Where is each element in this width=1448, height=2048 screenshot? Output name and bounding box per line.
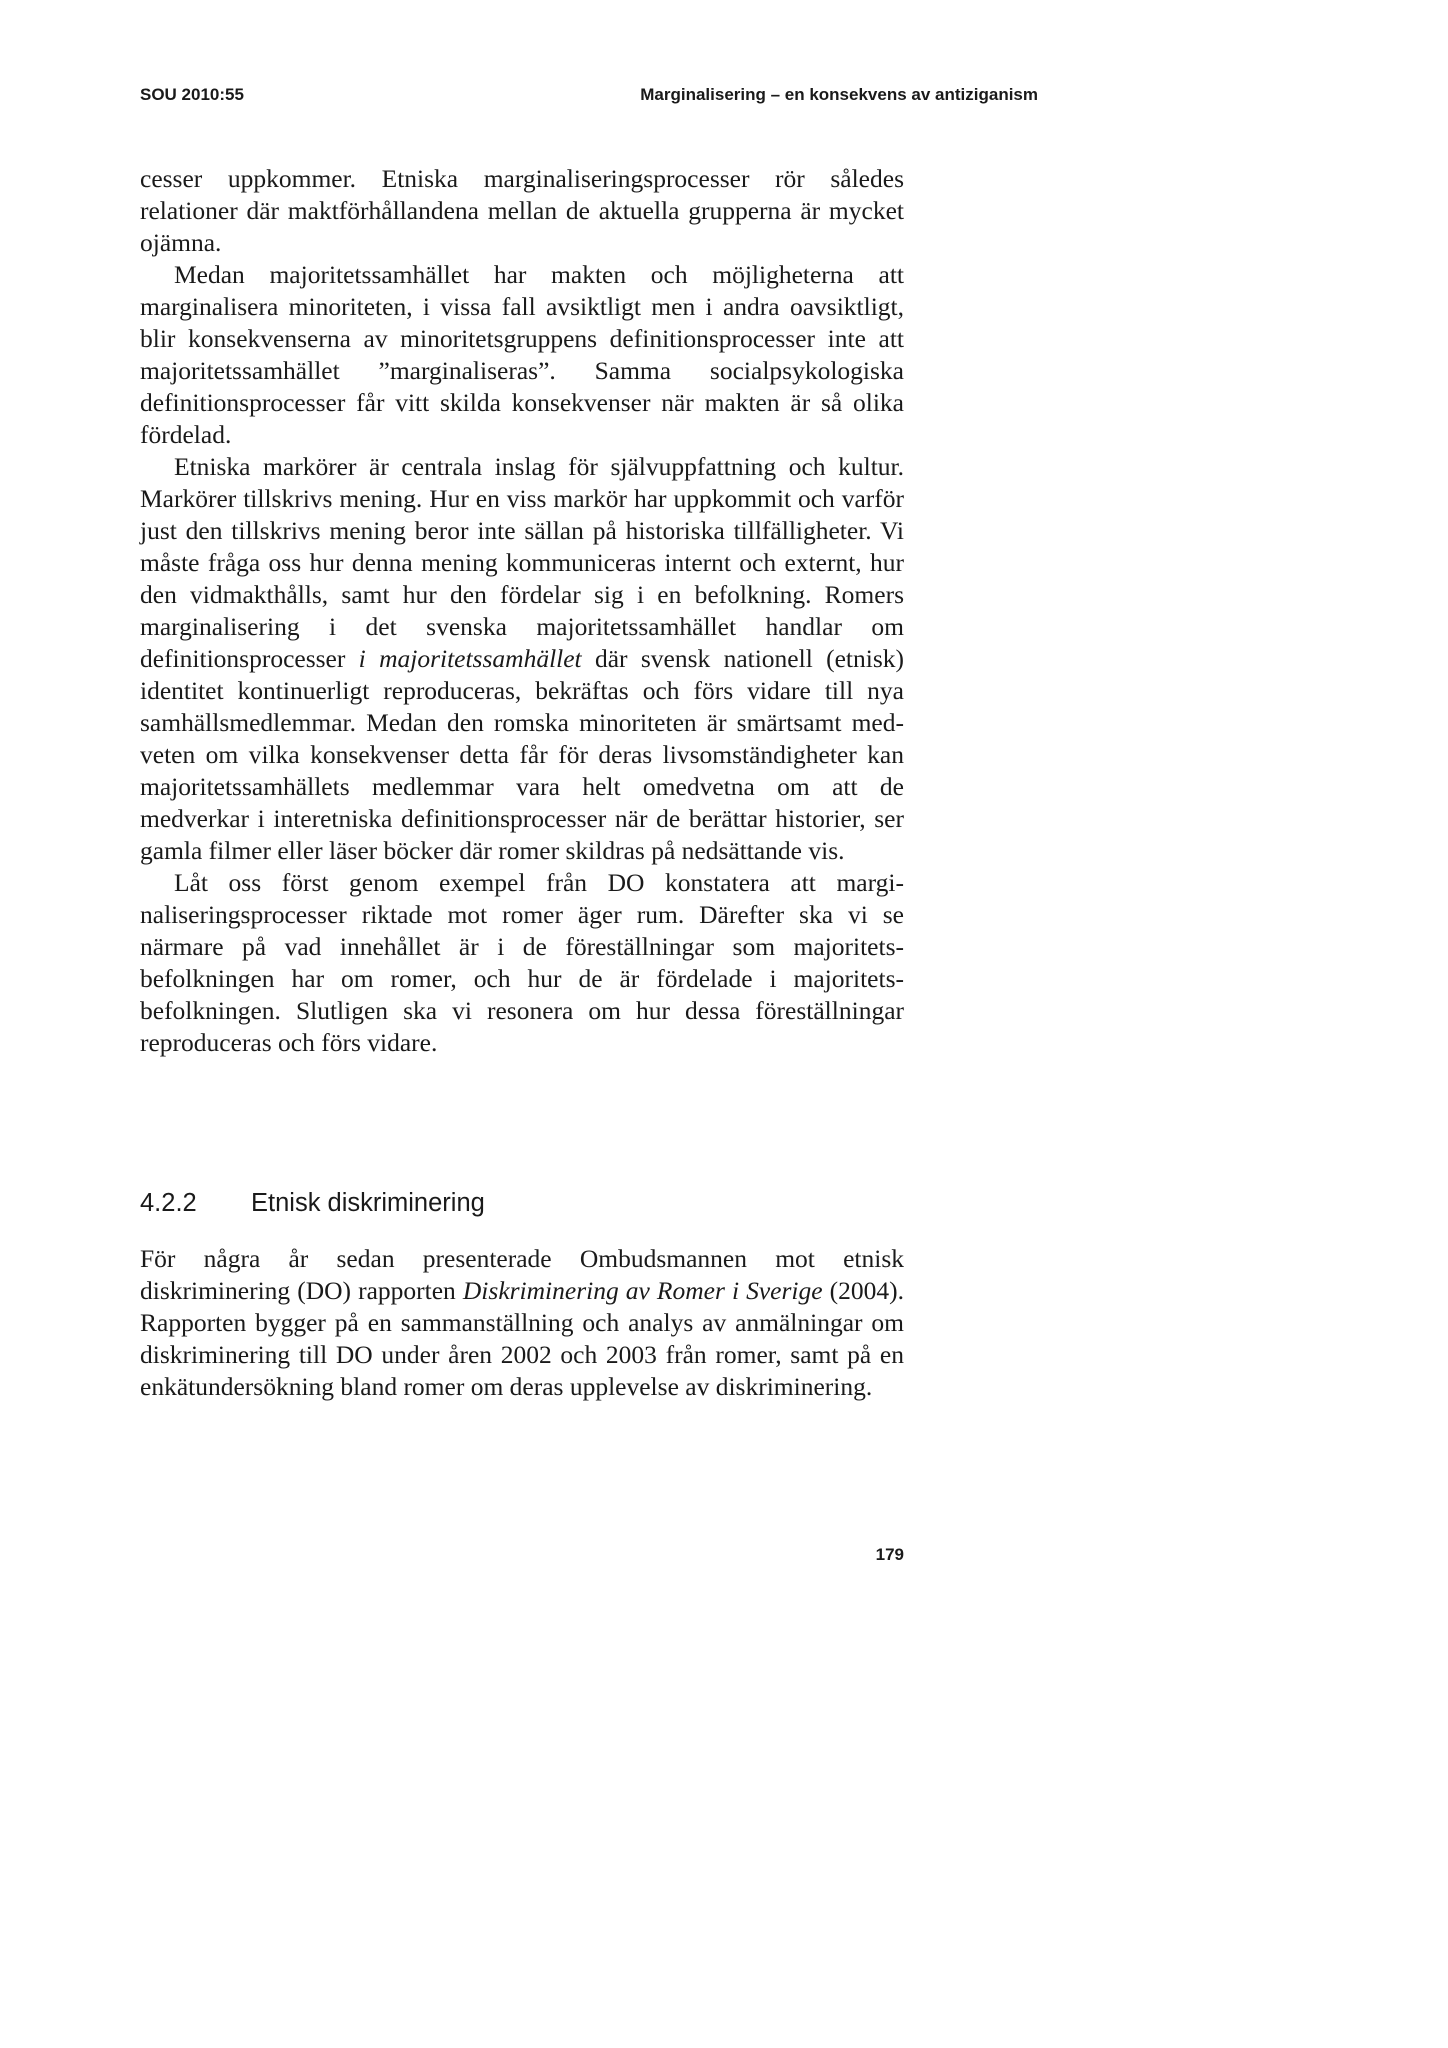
report-number: SOU 2010:55 [140, 85, 244, 104]
italic-phrase: i majoritetssamhället [358, 644, 582, 673]
section-heading [140, 1187, 904, 1219]
paragraph: Etniska markörer är centrala inslag för självuppfattning och kultur. Markörer tillskrivs mening. Hur en viss markör har uppkommit och varför just den tillskrivs mening beror inte sällan på historiska tillfälligheter. Vi måste fråga oss hur denna mening kommuniceras internt och externt, hur den vidmakthålls, samt hur den fördelar sig i en befolkning. Romers marginalisering i det svenska majoritetssamhället handlar om definitionsprocesser i majoritetssamhället där svensk nationell (etnisk) identitet kontinuerligt reproduceras, bekräftas och förs vidare till nya samhällsmedlemmar. Medan den romska minoriteten är smärtsamt medveten om vilka konsekvenser detta får för deras livsomständigheter kan majoritetssamhällets medlemmar vara helt omedvetna om att de medverkar i interetniska definitionsprocesser när de berättar historier, ser gamla filmer eller läser böcker där romer skildras på nedsättande vis. [140, 452, 904, 865]
section-number: 4.2.2 [140, 1189, 197, 1217]
report-title: Diskriminering av Romer i Sverige [462, 1276, 823, 1305]
paragraph: Låt oss först genom exempel från DO konstatera att marginaliseringsprocesser riktade mot romer äger rum. Därefter ska vi se närmare på vad innehållet är i de föreställningar som majoritetsbefolkningen har om romer, och hur de är fördelade i majoritetsbefolkningen. Slutligen ska vi resonera om hur dessa föreställningar reproduceras och förs vidare. [140, 868, 904, 1057]
paragraph: För några år sedan presenterade Ombudsmannen mot etnisk diskriminering (DO) rapporten Diskriminering av Romer i Sverige (2004). Rapporten bygger på en sammanställning och analys av anmälningar om diskriminering till DO under åren 2002 och 2003 från romer, samt på en enkätundersökning bland romer om deras upplevelse av diskriminering. [140, 1244, 905, 1401]
chapter-title: Marginalisering – en konsekvens av antiziganism [640, 85, 1038, 104]
body-text [140, 163, 904, 1059]
running-header [140, 82, 1038, 108]
section-text [140, 1243, 904, 1403]
section-title: Etnisk diskriminering [251, 1189, 485, 1217]
paragraph-continuation: cesser uppkommer. Etniska marginaliseringsprocesser rör således relationer där maktförhållandena mellan de aktuella grupperna är mycket ojämna. [140, 164, 904, 257]
page-number: 179 [875, 1545, 904, 1564]
paragraph: Medan majoritetssamhället har makten och möjligheterna att marginalisera minoriteten, i vissa fall avsiktligt men i andra oavsiktligt, blir konsekvenserna av minoritetsgruppens definitionsprocesser inte att majoritetssamhället ”marginaliseras”. Samma socialpsykologiska definitionsprocesser får vitt skilda konsekvenser när makten är så olika fördelad. [140, 260, 904, 449]
